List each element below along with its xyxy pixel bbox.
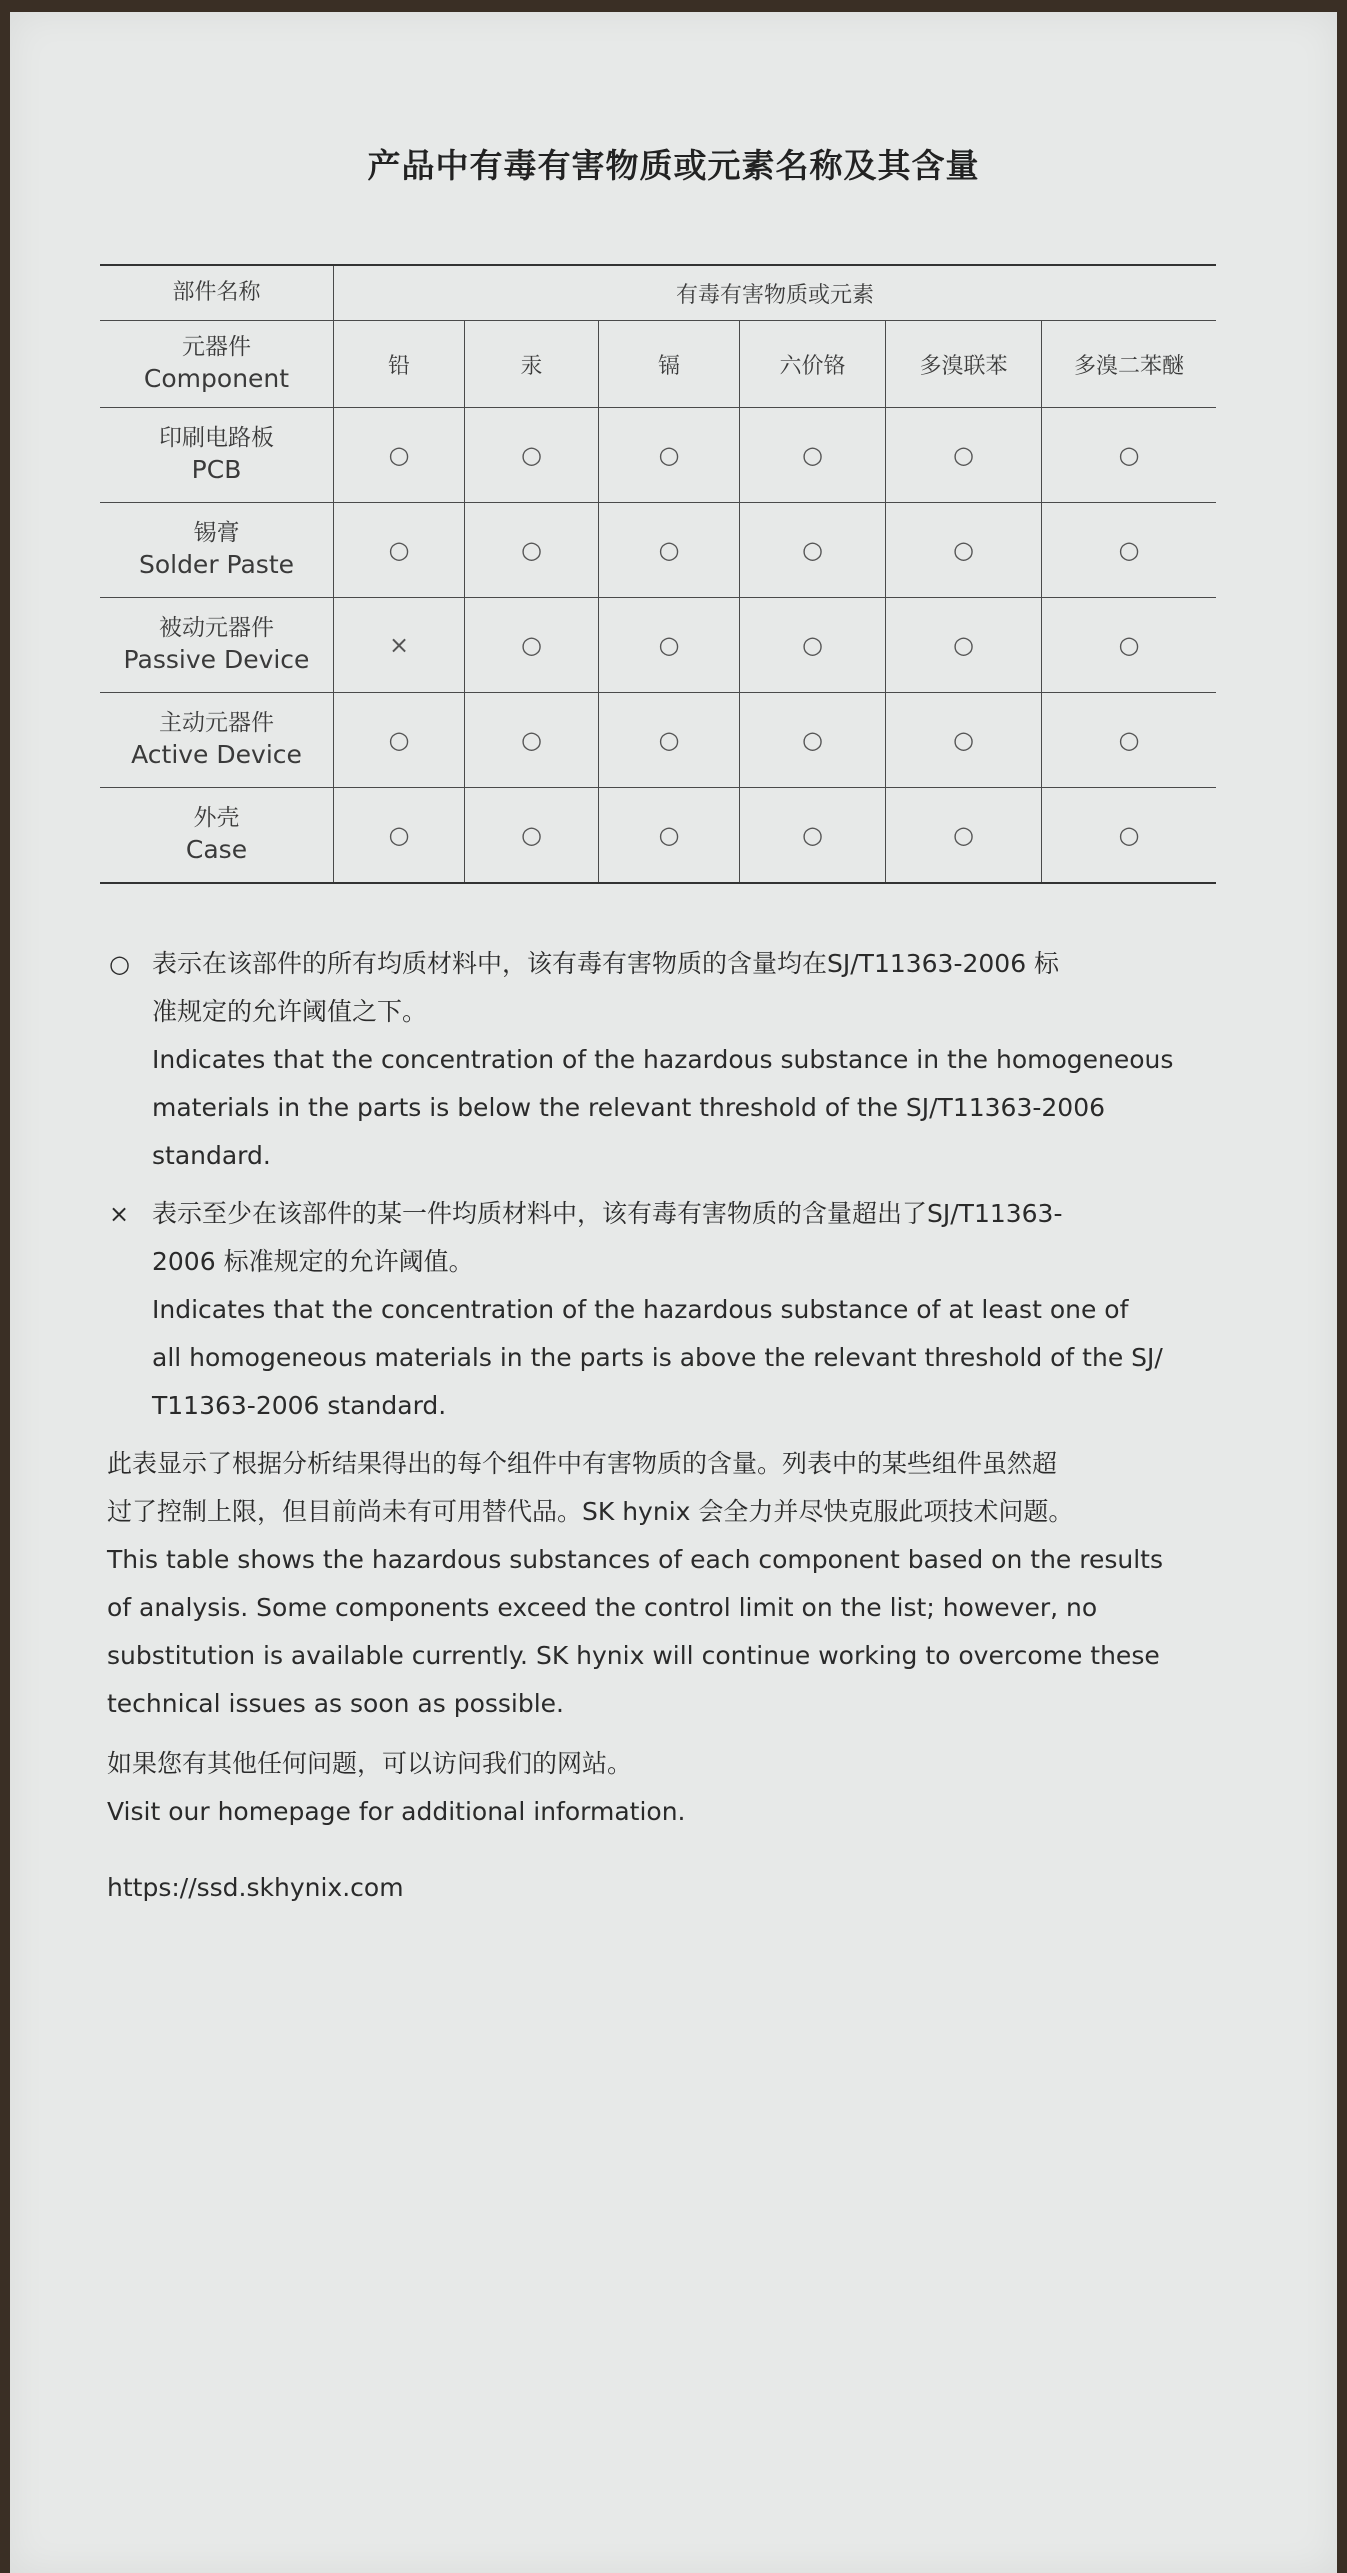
mark-cell: ○ bbox=[599, 788, 740, 884]
row-label-zh: 印刷电路板 bbox=[159, 424, 274, 451]
row-label-zh: 主动元器件 bbox=[159, 709, 274, 736]
mark-cell: ○ bbox=[1042, 788, 1217, 884]
mark-cell: ○ bbox=[886, 788, 1042, 884]
cross-legend-note bbox=[107, 1190, 1227, 1430]
mark-cell: ○ bbox=[1042, 408, 1217, 503]
mark-cell: ○ bbox=[334, 693, 465, 788]
contact-paragraph bbox=[107, 1740, 1227, 1836]
mark-cell: ○ bbox=[886, 598, 1042, 693]
paragraph-text: technical issues as soon as possible. bbox=[107, 1689, 565, 1718]
mark-cell: ○ bbox=[465, 408, 599, 503]
mark-cell: ○ bbox=[740, 693, 886, 788]
mark-cell: ○ bbox=[740, 788, 886, 884]
paragraph-text: 此表显示了根据分析结果得出的每个组件中有害物质的含量。列表中的某些组件虽然超 bbox=[107, 1449, 1058, 1478]
mark-cell: ○ bbox=[886, 408, 1042, 503]
substance-pbb: 多溴联苯 bbox=[886, 321, 1042, 408]
row-label-zh: 锡膏 bbox=[193, 519, 240, 546]
note-text: 表示至少在该部件的某一件均质材料中，该有毒有害物质的含量超出了SJ/T11363- bbox=[152, 1199, 1063, 1228]
table-row bbox=[100, 408, 1216, 503]
mark-cell: × bbox=[334, 598, 465, 693]
mark-cell: ○ bbox=[886, 503, 1042, 598]
homepage-url[interactable]: https://ssd.skhynix.com bbox=[107, 1873, 404, 1902]
contact-text-zh: 如果您有其他任何问题，可以访问我们的网站。 bbox=[107, 1749, 633, 1778]
explanation-paragraph bbox=[107, 1440, 1227, 1728]
mark-cell: ○ bbox=[740, 408, 886, 503]
note-text: 2006 标准规定的允许阈值。 bbox=[152, 1247, 474, 1276]
note-text: materials in the parts is below the relevant threshold of the SJ/T11363-2006 bbox=[152, 1093, 1106, 1122]
substance-hexavalent-chromium: 六价铬 bbox=[740, 321, 886, 408]
table-header-row bbox=[100, 265, 1216, 321]
mark-cell: ○ bbox=[1042, 598, 1217, 693]
row-label bbox=[100, 598, 334, 693]
mark-cell: ○ bbox=[599, 598, 740, 693]
paragraph-text: of analysis. Some components exceed the control limit on the list; however, no bbox=[107, 1593, 1098, 1622]
mark-cell: ○ bbox=[334, 788, 465, 884]
mark-cell: ○ bbox=[465, 788, 599, 884]
paragraph-text: 过了控制上限，但目前尚未有可用替代品。SK hynix 会全力并尽快克服此项技术问题。 bbox=[107, 1497, 1074, 1526]
table-row bbox=[100, 788, 1216, 884]
substance-names-row bbox=[100, 321, 1216, 408]
note-text: 表示在该部件的所有均质材料中，该有毒有害物质的含量均在SJ/T11363-2006 标 bbox=[152, 949, 1060, 978]
substance-mercury: 汞 bbox=[465, 321, 599, 408]
row-label bbox=[100, 788, 334, 884]
document-card bbox=[10, 12, 1337, 2573]
component-header-en: Component bbox=[143, 363, 290, 393]
note-text: T11363-2006 standard. bbox=[152, 1391, 447, 1420]
note-text: Indicates that the concentration of the hazardous substance in the homogeneous bbox=[152, 1045, 1174, 1074]
table-row bbox=[100, 693, 1216, 788]
row-label bbox=[100, 503, 334, 598]
note-text: standard. bbox=[152, 1141, 271, 1170]
paragraph-text: substitution is available currently. SK hynix will continue working to overcome these bbox=[107, 1641, 1160, 1670]
note-text: Indicates that the concentration of the hazardous substance of at least one of bbox=[152, 1295, 1129, 1324]
table-row bbox=[100, 598, 1216, 693]
circle-symbol: ○ bbox=[109, 950, 130, 978]
mark-cell: ○ bbox=[334, 408, 465, 503]
substance-pbde: 多溴二苯醚 bbox=[1042, 321, 1217, 408]
substance-lead: 铅 bbox=[334, 321, 465, 408]
row-label-en: Passive Device bbox=[123, 644, 310, 674]
row-label bbox=[100, 408, 334, 503]
row-label-en: Active Device bbox=[131, 739, 302, 769]
row-label-en: Solder Paste bbox=[138, 549, 295, 579]
part-name-header: 部件名称 bbox=[100, 265, 334, 321]
mark-cell: ○ bbox=[465, 598, 599, 693]
hazardous-substance-table bbox=[100, 264, 1216, 884]
row-label-zh: 外壳 bbox=[193, 804, 240, 831]
note-text: all homogeneous materials in the parts is above the relevant threshold of the SJ/ bbox=[152, 1343, 1163, 1372]
mark-cell: ○ bbox=[599, 693, 740, 788]
note-text: 准规定的允许阈值之下。 bbox=[152, 997, 428, 1026]
component-header-zh: 元器件 bbox=[182, 333, 251, 360]
mark-cell: ○ bbox=[599, 408, 740, 503]
mark-cell: ○ bbox=[1042, 503, 1217, 598]
mark-cell: ○ bbox=[465, 503, 599, 598]
mark-cell: ○ bbox=[599, 503, 740, 598]
mark-cell: ○ bbox=[465, 693, 599, 788]
mark-cell: ○ bbox=[740, 598, 886, 693]
mark-cell: ○ bbox=[334, 503, 465, 598]
substance-header: 有毒有害物质或元素 bbox=[334, 265, 1217, 321]
table-row bbox=[100, 503, 1216, 598]
row-label-en: Case bbox=[185, 834, 248, 864]
row-label-en: PCB bbox=[191, 454, 242, 484]
notes-section bbox=[107, 940, 1227, 1912]
document-title: 产品中有毒有害物质或元素名称及其含量 bbox=[367, 146, 980, 185]
mark-cell: ○ bbox=[886, 693, 1042, 788]
substance-cadmium: 镉 bbox=[599, 321, 740, 408]
circle-legend-note bbox=[107, 940, 1227, 1180]
row-label-zh: 被动元器件 bbox=[159, 614, 274, 641]
component-header-cell bbox=[100, 321, 334, 408]
mark-cell: ○ bbox=[1042, 693, 1217, 788]
contact-text-en: Visit our homepage for additional information. bbox=[107, 1797, 686, 1826]
row-label bbox=[100, 693, 334, 788]
mark-cell: ○ bbox=[740, 503, 886, 598]
cross-symbol: × bbox=[109, 1200, 130, 1228]
paragraph-text: This table shows the hazardous substances of each component based on the results bbox=[107, 1545, 1163, 1574]
